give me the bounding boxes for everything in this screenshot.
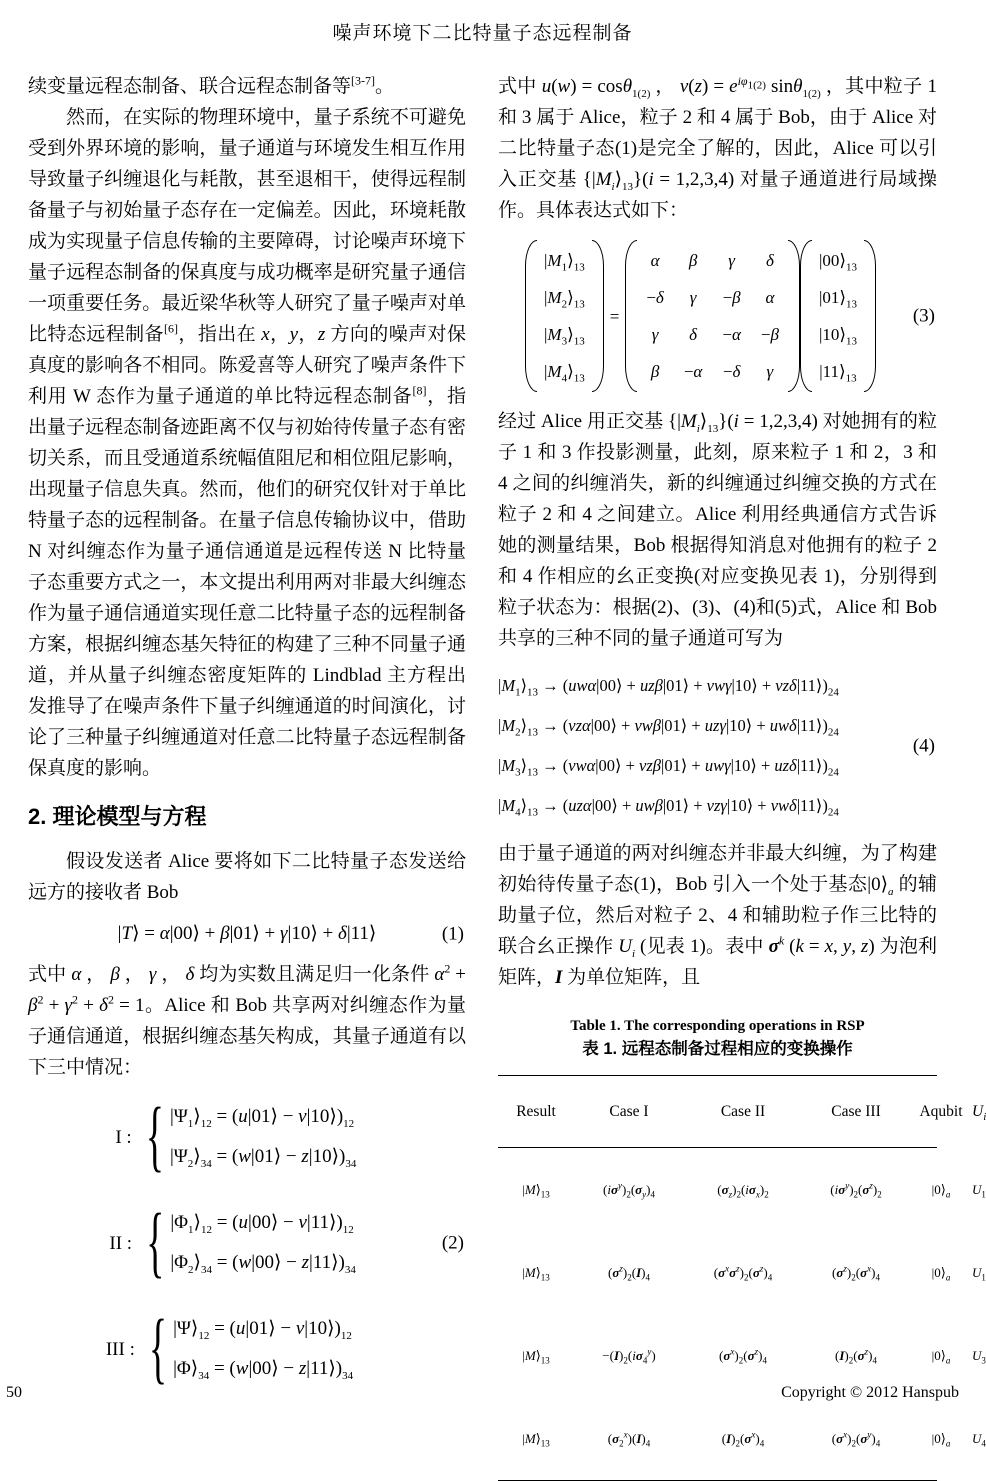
table-cell: $(I)_2(\sigma^x)_4$ (721, 1429, 765, 1449)
table-cell: $|M⟩_{13}$ (522, 1348, 550, 1366)
table-cell: $(I)_2(\sigma^z)_4$ (835, 1346, 877, 1366)
case-3-label: III : (105, 1338, 135, 1360)
equals-sign: = (609, 306, 620, 326)
column-header-ui: $U_i$ (972, 1103, 986, 1124)
operations-table (498, 1075, 986, 1481)
table-cell: $|M⟩_{13}$ (522, 1431, 550, 1449)
section-heading: 2. 理论模型与方程 (28, 804, 207, 829)
equation-4-line: $|M_1⟩_{13}$ → (uwα|00⟩ + uzβ|01⟩ + vwγ|10⟩ + $vz\delta|11⟩)_{24}$ (498, 676, 839, 699)
vector-cell: $|M_2⟩_{13}$ (544, 288, 585, 311)
case-3-line-1: $|\Psi⟩_{12}$ = (u|01⟩ − $v|10⟩)_{12}$ (173, 1318, 352, 1342)
paragraph-assume: 假设发送者 Alice 要将如下二比特量子态发送给远方的接收者 Bob (28, 851, 466, 903)
table-cell: $(i\sigma^y)_2(\sigma^z)_2$ (830, 1180, 882, 1200)
matrix-cell: γ (766, 362, 774, 381)
matrix-cell: δ (689, 325, 698, 344)
vector-cell: $|10⟩_{13}$ (818, 325, 857, 348)
curly-brace-icon: { (145, 1092, 164, 1182)
matrix-cell: −α (722, 325, 741, 344)
table-cell: $U_1$ (972, 1182, 986, 1200)
paragraph-continuation: 续变量远程态制备、联合远程态制备等[3-7]。 (28, 73, 395, 97)
paragraph-ancilla: 由于量子通道的两对纠缠态并非最大纠缠，为了构建初始待传量子态(1)，Bob 引入一个处于基态$|0⟩_a$ 的辅助量子位，然后对粒子 2、4 和辅助粒子作三比特的联合幺正操作 $U_i$ (见表 1)。表中 $\sigma^k$ (k = x, y, z) 为泡利矩阵，I 为单位矩阵，且 (498, 843, 938, 988)
table-cell: $(\sigma_2^x)(I)_4$ (607, 1429, 651, 1449)
table-cell: $|M⟩_{13}$ (522, 1265, 550, 1283)
equation-3-matrix (640, 240, 785, 392)
matrix-cell: −β (760, 325, 779, 344)
column-header-case1: Case I (609, 1103, 649, 1120)
case-2-line-1: $|\Phi_1⟩_{12}$ = (u|00⟩ − $v|11⟩)_{12}$ (170, 1212, 354, 1236)
table-cell: $U_3$ (972, 1348, 986, 1366)
table-cell: $(\sigma^z)_2(\sigma^x)_4$ (832, 1263, 880, 1283)
equation-4-line: $|M_4⟩_{13}$ → (uzα|00⟩ + uwβ|01⟩ + vzγ|10⟩ + $vw\delta|11⟩)_{24}$ (498, 796, 839, 819)
matrix-cell: −β (722, 288, 741, 307)
copyright-notice: Copyright © 2012 Hanspub (781, 1384, 959, 1401)
table-header-row (498, 1076, 986, 1148)
matrix-cell: −δ (646, 288, 664, 307)
table-cell: $|0⟩_a$ (931, 1182, 951, 1200)
vector-cell: $|00⟩_{13}$ (818, 251, 857, 274)
case-1-line-1: $|\Psi_1⟩_{12}$ = (u|01⟩ − $v|10⟩)_{12}$ (169, 1106, 355, 1130)
table-row (498, 1231, 986, 1314)
equation-1-body: |T⟩ = α|00⟩ + β|01⟩ + γ|10⟩ + δ|11⟩ (117, 923, 377, 944)
page-title: 噪声环境下二比特量子态远程制备 (332, 23, 633, 44)
equation-2 (28, 1092, 466, 1394)
table-cell: $-(I)_2(i\sigma_4^y)$ (602, 1346, 656, 1366)
matrix-cell: −δ (722, 362, 741, 381)
equation-4-line: $|M_2⟩_{13}$ → (vzα|00⟩ + vwβ|01⟩ + uzγ|10⟩ + $uw\delta|11⟩)_{24}$ (498, 716, 839, 739)
left-paren-icon (800, 240, 812, 392)
table-cell: $(\sigma^x)_2(\sigma^y)_4$ (831, 1429, 881, 1449)
paragraph-basis: 式中 u(w) = cosθ$_{1(2)}$ ， $v(z) = e^{i\varphi_{1(2)}}$ sinθ$_{1(2)}$ ，其中粒子 1 和 3 属于 Alice，粒子 2 和 4 属于 Bob，由于 Alice 对二比特量子态(1)是完全了解的，因此，Alice 可以引入正交基 $\{|M_i⟩_{13}\}(i = 1,2,3,4)$ 对量子通道进行局域操作。具体表达式如下： (498, 73, 937, 221)
curly-brace-icon: { (146, 1198, 165, 1288)
paragraph-normalization: 式中 α ， β ， γ ， δ 均为实数且满足归一化条件 $\alpha^2 + \beta^2 + \gamma^2 + \delta^2 = 1$。Alice 和 Bob 共享两对纠缠态作为量子通信通道，根据纠缠态基矢构成，其量子通道有以下三中情况： (28, 961, 467, 1078)
matrix-cell: γ (728, 251, 735, 270)
table-cell: $(i\sigma^y)_2(\sigma_y)_4$ (602, 1180, 656, 1200)
column-header-aqubit: Aqubit (919, 1103, 963, 1120)
paragraph-intro: 然而，在实际的物理环境中，量子系统不可避免受到外界环境的影响，量子通道与环境发生相互作用导致量子纠缠退化与耗散，甚至退相干，使得远程制备量子与初始量子态存在一定偏差。因此，环境耗散成为实现量子信息传输的主要障碍，讨论噪声环境下量子远程态制备的保真度与成功概率是研究量子通信一项重要任务。最近梁华秋等人研究了量子噪声对单比特态远程制备[6]，指出在 x，y，z 方向的噪声对保真度的影响各不相同。陈爱喜等人研究了噪声条件下利用 W 态作为量子通道的单比特远程态制备[8]，指出量子远程态制备迹距离不仅与初始待传量子态有密切关系，而且受通道系统幅值阻尼和相位阻尼影响，出现量子信息失真。然而，他们的研究仅针对于单比特量子态的远程制备。在量子信息传输协议中，借助 N 对纠缠态作为量子通信通道是远程传送 N 比特量子态重要方式之一，本文提出利用两对非最大纠缠态作为量子通信通道实现任意二比特量子态的远程制备方案，根据纠缠态基矢特征的构建了三种不同量子通道，并从量子纠缠态密度矩阵的 Lindblad 主方程出发推导了在噪声条件下量子纠缠通道的时间演化，讨论了三种量子纠缠通道对任意二比特量子态远程制备保真度的影响。 (28, 107, 466, 779)
equation-3-lhs-vector (540, 240, 589, 392)
paragraph-measurement: 经过 Alice 用正交基 $\{|M_i⟩_{13}\}(i = 1,2,3,4)$ 对她拥有的粒子 1 和 3 作投影测量，此刻，原来粒子 1 和 2，3 和 4 之间的纠缠消失，新的纠缠通过纠缠交换的方式在粒子 2 和 4 之间建立。Alice 利用经典通信方式告诉她的测量结果，Bob 根据得知消息对他拥有的粒子 2 和 4 作相应的幺正变换(对应变换见表 1)，分别得到粒子状态为：根据(2)、(3)、(4)和(5)式，Alice 和 Bob 共享的三种不同的量子通道可写为 (498, 411, 937, 649)
vector-cell: $|01⟩_{13}$ (818, 288, 857, 311)
matrix-cell: β (650, 362, 660, 381)
table-cell: $|M⟩_{13}$ (522, 1182, 550, 1200)
table-cell: $|0⟩_a$ (931, 1265, 951, 1283)
left-paren-icon (525, 240, 537, 392)
vector-cell: $|M_1⟩_{13}$ (544, 251, 585, 274)
left-paren-icon (625, 240, 637, 392)
vector-cell: $|11⟩_{13}$ (819, 362, 857, 385)
equation-2-case-1 (28, 1092, 420, 1182)
equation-1 (28, 918, 466, 949)
matrix-cell: δ (765, 251, 774, 270)
table-cell: $U_1$ (972, 1265, 986, 1283)
case-2-line-2: $|\Phi_2⟩_{34}$ = (w|00⟩ − $z|11⟩)_{34}$ (170, 1252, 356, 1276)
matrix-cell: γ (689, 288, 697, 307)
curly-brace-icon: { (148, 1304, 168, 1394)
right-column (498, 71, 986, 1481)
equation-4-label: (4) (912, 735, 935, 757)
left-column (28, 71, 466, 1481)
two-column-layout (28, 71, 986, 1481)
table-cell: $|0⟩_a$ (931, 1348, 951, 1366)
right-paren-icon (788, 240, 800, 392)
matrix-cell: β (688, 251, 698, 270)
equation-1-label: (1) (441, 923, 464, 944)
table-cell: $U_4$ (972, 1431, 986, 1449)
equation-2-case-3 (28, 1304, 420, 1394)
vector-cell: $|M_4⟩_{13}$ (544, 362, 585, 385)
table-caption-chinese: 表 1. 远程态制备过程相应的变换操作 (582, 1040, 853, 1058)
case-2-label: II : (109, 1232, 133, 1254)
matrix-cell: γ (651, 325, 659, 344)
right-paren-icon (592, 240, 604, 392)
equation-4 (498, 666, 937, 826)
equation-2-case-2 (28, 1198, 420, 1288)
equation-3-label: (3) (912, 305, 935, 327)
table-caption-english: Table 1. The corresponding operations in RSP (570, 1018, 865, 1034)
page-number: 50 (6, 1384, 22, 1401)
vector-cell: $|M_3⟩_{13}$ (544, 325, 585, 348)
table-cell: $|0⟩_a$ (931, 1431, 951, 1449)
equation-4-line: $|M_3⟩_{13}$ → (vwα|00⟩ + vzβ|01⟩ + uwγ|10⟩ + $uz\delta|11⟩)_{24}$ (498, 756, 839, 779)
table-row (498, 1397, 986, 1480)
table-row (498, 1148, 986, 1231)
table-cell: $(\sigma_z)_2(i\sigma_x)_2$ (717, 1182, 769, 1200)
matrix-cell: α (650, 251, 660, 270)
table-cell: $(\sigma^z)_2(I)_4$ (608, 1263, 650, 1283)
right-paren-icon (864, 240, 876, 392)
case-1-label: I : (115, 1126, 132, 1148)
column-header-case3: Case III (831, 1103, 881, 1120)
table-cell: $(\sigma^x\sigma^z)_2(\sigma^z)_4$ (713, 1263, 773, 1283)
equation-3-ket-vector (815, 240, 861, 392)
case-1-line-2: $|\Psi_2⟩_{34}$ = (w|01⟩ − $z|10⟩)_{34}$ (169, 1146, 357, 1170)
column-header-case2: Case II (720, 1103, 766, 1120)
matrix-cell: α (765, 288, 775, 307)
case-3-line-2: $|\Phi⟩_{34}$ = (w|00⟩ − $z|11⟩)_{34}$ (173, 1358, 354, 1382)
matrix-cell: −α (683, 362, 703, 381)
table-cell: $(\sigma^x)_2(\sigma^z)_4$ (719, 1346, 767, 1366)
column-header-result: Result (516, 1103, 556, 1120)
equation-3 (498, 240, 937, 392)
equation-2-label: (2) (441, 1232, 464, 1254)
